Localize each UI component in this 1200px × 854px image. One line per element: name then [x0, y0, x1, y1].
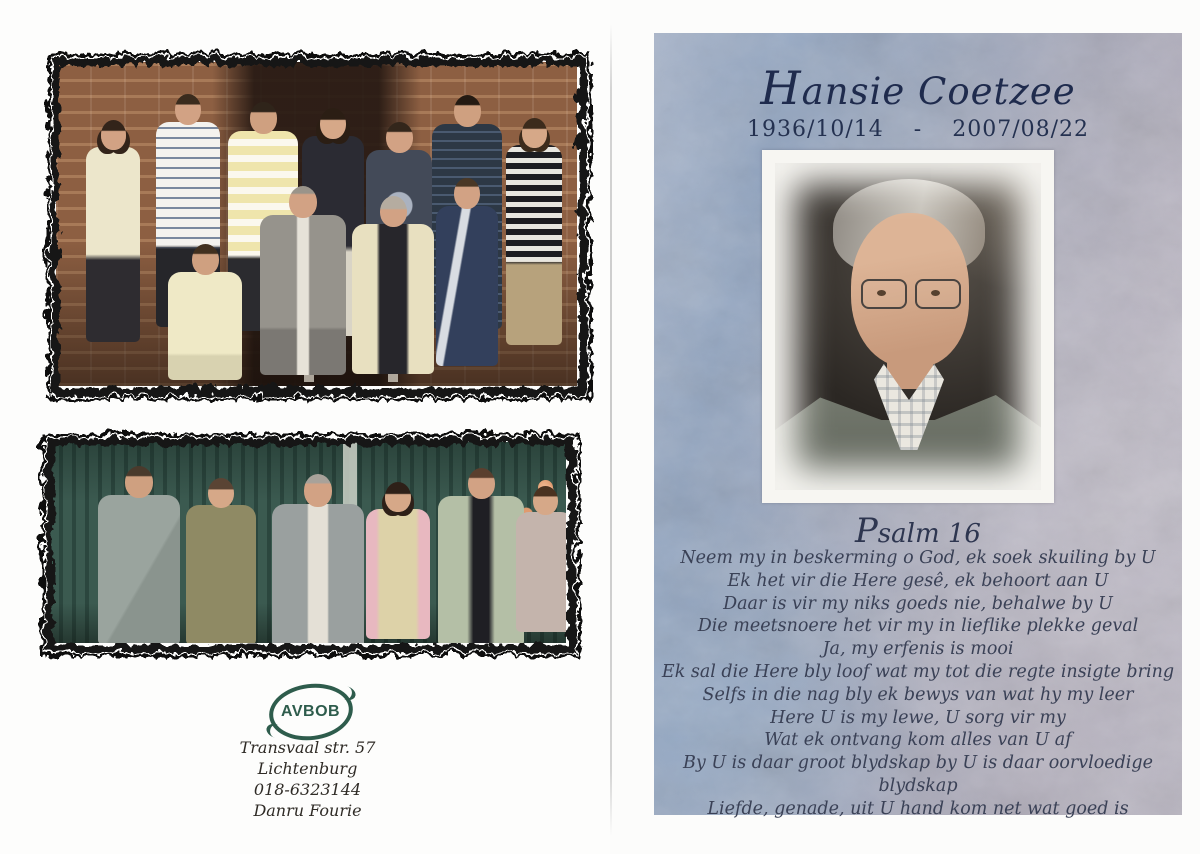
psalm-line: Die meetsnoere het vir my in lieflike plekke geval	[697, 616, 1139, 637]
page-fold-line	[610, 24, 612, 836]
person-figure	[98, 466, 180, 643]
psalm-line: Selfs in die nag bly ek bewys van wat hy my leer	[702, 684, 1134, 705]
portrait-vest	[775, 365, 1041, 490]
portrait-photo	[775, 163, 1041, 490]
memorial-panel	[654, 33, 1182, 819]
portrait-glasses	[861, 279, 961, 309]
person-figure	[436, 178, 498, 366]
address-line-contact: Danru Fourie	[253, 801, 362, 820]
family-photo-bottom	[38, 430, 578, 655]
date-separator: -	[913, 117, 923, 142]
life-dates	[654, 117, 1182, 142]
birth-date: 1936/10/14	[746, 117, 884, 142]
funeral-home-address	[170, 737, 445, 821]
portrait-neck	[887, 355, 933, 389]
portrait-background-light	[931, 163, 1041, 303]
psalm-line: Daar is vir my niks goeds nie, behalwe by U	[723, 593, 1113, 614]
person-figure	[272, 474, 364, 643]
psalm-text	[654, 547, 1182, 821]
person-figure	[352, 196, 434, 374]
psalm-line: Ja, my erfenis is mooi	[822, 639, 1014, 660]
address-line-town: Lichtenburg	[257, 759, 358, 778]
person-figure	[86, 120, 140, 342]
psalm-line: Here U is my lewe, U sorg vir my	[770, 707, 1066, 728]
person-figure	[366, 482, 430, 639]
psalm-line: Ek het vir die Here gesê, ek behoort aan U	[727, 570, 1109, 591]
deceased-name: Hansie Coetzee	[760, 61, 1076, 115]
person-figure	[260, 186, 346, 375]
address-line-phone: 018-6323144	[253, 780, 362, 799]
portrait-hair	[833, 179, 985, 277]
psalm-line: Wat ek ontvang kom alles van U af	[764, 730, 1072, 751]
avbob-logo-text: AVBOB	[281, 703, 341, 720]
person-figure	[168, 244, 242, 380]
portrait-shirt-collar	[874, 364, 944, 450]
psalm-heading: Psalm 16	[855, 511, 981, 550]
psalm-line: Neem my in beskerming o God, ek soek skuiling by U	[680, 548, 1156, 568]
person-figure	[186, 478, 256, 643]
portrait-face	[851, 213, 969, 367]
address-line-street: Transvaal str. 57	[239, 738, 376, 757]
avbob-logo	[266, 679, 356, 745]
person-figure	[506, 118, 562, 345]
psalm-line: Liefde, genade, uit U hand kom net wat goed is	[707, 798, 1129, 819]
psalm-line: Ek sal die Here bly loof wat my tot die regte insigte bring	[661, 661, 1175, 682]
portrait-photo-frame	[762, 150, 1054, 503]
family-photo-top-image	[56, 62, 577, 386]
glasses-lens-right	[915, 279, 961, 309]
death-date: 2007/08/22	[952, 117, 1090, 142]
psalm-line: By U is daar groot blydskap by U is daar oorvloedige blydskap	[683, 753, 1153, 796]
family-photo-bottom-image	[50, 442, 566, 643]
family-photo-top	[44, 50, 589, 398]
glasses-lens-left	[861, 279, 907, 309]
